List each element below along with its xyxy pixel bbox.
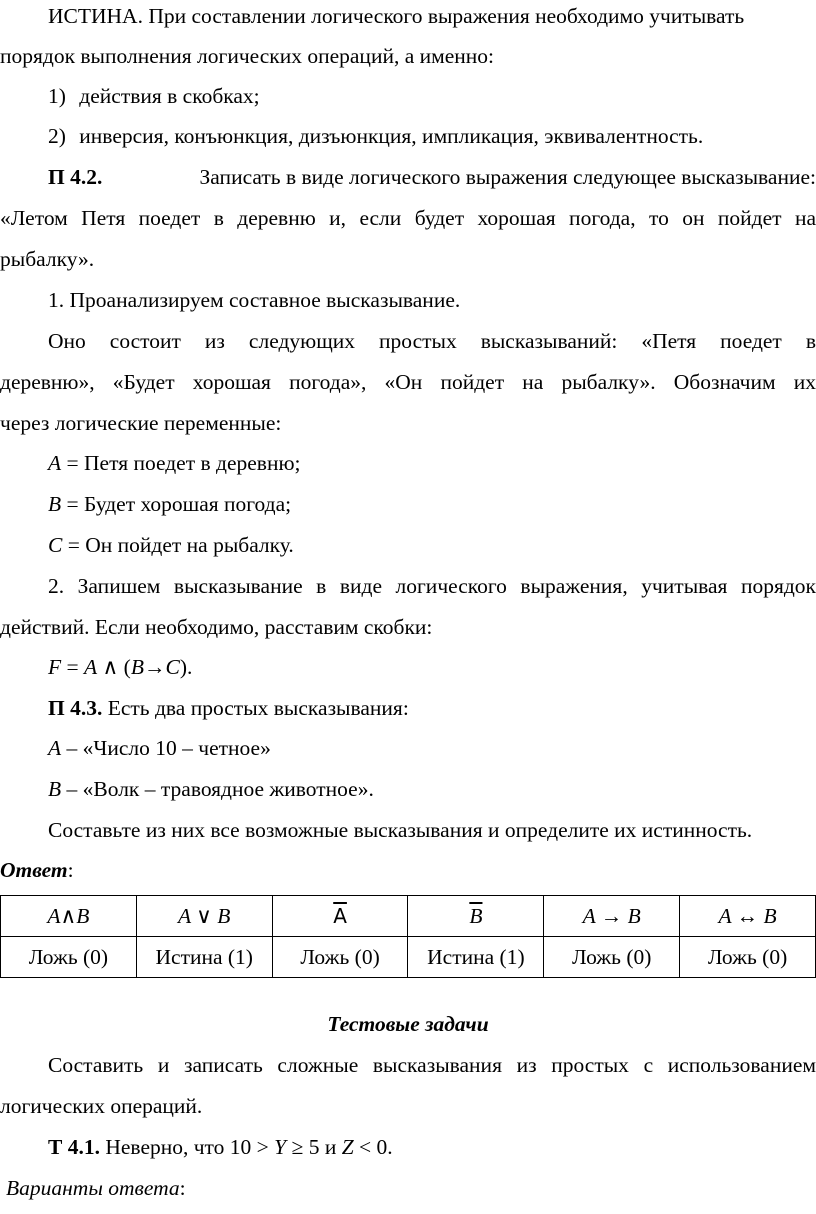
formula-symbol: A (84, 655, 98, 679)
test-symbol: Z (341, 1135, 354, 1159)
variable-symbol: A (48, 451, 62, 475)
negation-a: $\overline{A}$ (333, 903, 347, 928)
answer-label (0, 860, 74, 882)
list-item (48, 126, 703, 148)
paragraph-line: действий. Если необходимо, расставим скобки: (0, 615, 433, 639)
test-text: ≥ 5 и (286, 1135, 342, 1159)
task-label: П 4.2. (48, 165, 103, 189)
step-line: 1. Проанализируем составное высказывание. (48, 288, 461, 312)
formula (48, 657, 192, 679)
table-cell: Истина (1) (136, 937, 272, 978)
table-cell: Ложь (0) (272, 937, 408, 978)
test-label: Т 4.1. (48, 1135, 100, 1159)
step-line: 2. Запишем высказывание в виде логического выражения, учитывая порядок (48, 574, 816, 598)
formula-operator: = (61, 655, 85, 679)
variable-text: = Будет хорошая погода; (61, 492, 292, 516)
paragraph-line: порядок выполнения логических операций, а именно: (0, 44, 495, 68)
variable-symbol: C (48, 533, 63, 557)
table-header-cell: A∧B (1, 896, 137, 937)
statement (48, 738, 271, 760)
formula-symbol: F (48, 655, 62, 679)
list-item (48, 86, 260, 108)
table-row (1, 937, 816, 978)
answer-label-text: Ответ (0, 858, 68, 882)
answer-colon: : (67, 858, 74, 882)
list-number: 1) (48, 84, 66, 108)
list-number: 2) (48, 124, 66, 148)
test-text: < 0. (353, 1135, 393, 1159)
formula-operator: ∧ ( (97, 655, 131, 679)
statement-text: – «Волк – травоядное животное». (61, 777, 374, 801)
task-instruction: Составьте из них все возможные высказывания и определите их истинность. (48, 818, 753, 842)
statement-text: – «Число 10 – четное» (61, 736, 271, 760)
test-symbol: Y (274, 1135, 287, 1159)
table-header-cell: A → B (544, 896, 680, 937)
paragraph-line: «Летом Петя поедет в деревню и, если будет хорошая погода, то он пойдет на (0, 206, 816, 230)
variable-text: = Он пойдет на рыбалку. (62, 533, 294, 557)
table-header-cell (272, 896, 408, 937)
formula-operator: → (143, 655, 166, 679)
table-cell: Истина (1) (408, 937, 544, 978)
table-header-cell (408, 896, 544, 937)
formula-symbol: B (130, 655, 144, 679)
variable-definition (48, 535, 294, 557)
variable-definition (48, 494, 291, 516)
table-cell: Ложь (0) (1, 937, 137, 978)
formula-operator: ). (179, 655, 193, 679)
statement (48, 779, 374, 801)
table-header-cell: A ↔ B (680, 896, 816, 937)
section-title-text: Тестовые задачи (327, 1012, 489, 1036)
table-cell: Ложь (0) (680, 937, 816, 978)
table-header-cell: A ∨ B (136, 896, 272, 937)
task-p43-line (48, 698, 409, 720)
variable-text: = Петя поедет в деревню; (61, 451, 301, 475)
paragraph-line: деревню», «Будет хорошая погода», «Он пойдет на рыбалку». Обозначим их (0, 370, 816, 394)
section-title (0, 1014, 816, 1036)
variants-label (6, 1178, 186, 1200)
paragraph-line: рыбалку». (0, 247, 95, 271)
task-text: Есть два простых высказывания: (102, 696, 409, 720)
variable-symbol: B (48, 492, 62, 516)
paragraph-line: Оно состоит из следующих простых высказываний: «Петя поедет в (48, 329, 816, 353)
statement-symbol: A (48, 736, 62, 760)
variable-definition (48, 453, 301, 475)
test-text: Неверно, что 10 > (99, 1135, 275, 1159)
table-header-row (1, 896, 816, 937)
paragraph-line: Составить и записать сложные высказывания из простых с использованием (48, 1053, 816, 1077)
table-cell: Ложь (0) (544, 937, 680, 978)
paragraph-line: через логические переменные: (0, 411, 282, 435)
task-text: Записать в виде логического выражения следующее высказывание: (199, 165, 816, 189)
list-text: действия в скобках; (79, 84, 260, 108)
truth-table (0, 895, 816, 978)
variants-label-text: Варианты ответа (6, 1176, 180, 1200)
variants-colon: : (179, 1176, 186, 1200)
formula-symbol: C (165, 655, 180, 679)
task-p42-line (48, 167, 816, 189)
test-task (48, 1137, 393, 1159)
list-text: инверсия, конъюнкция, дизъюнкция, импликация, эквивалентность. (79, 124, 704, 148)
paragraph-line: логических операций. (0, 1094, 203, 1118)
negation-b: $\overline{B}$ (469, 903, 483, 928)
statement-symbol: B (48, 777, 62, 801)
task-label: П 4.3. (48, 696, 103, 720)
paragraph-line: ИСТИНА. При составлении логического выражения необходимо учитывать (48, 4, 745, 28)
